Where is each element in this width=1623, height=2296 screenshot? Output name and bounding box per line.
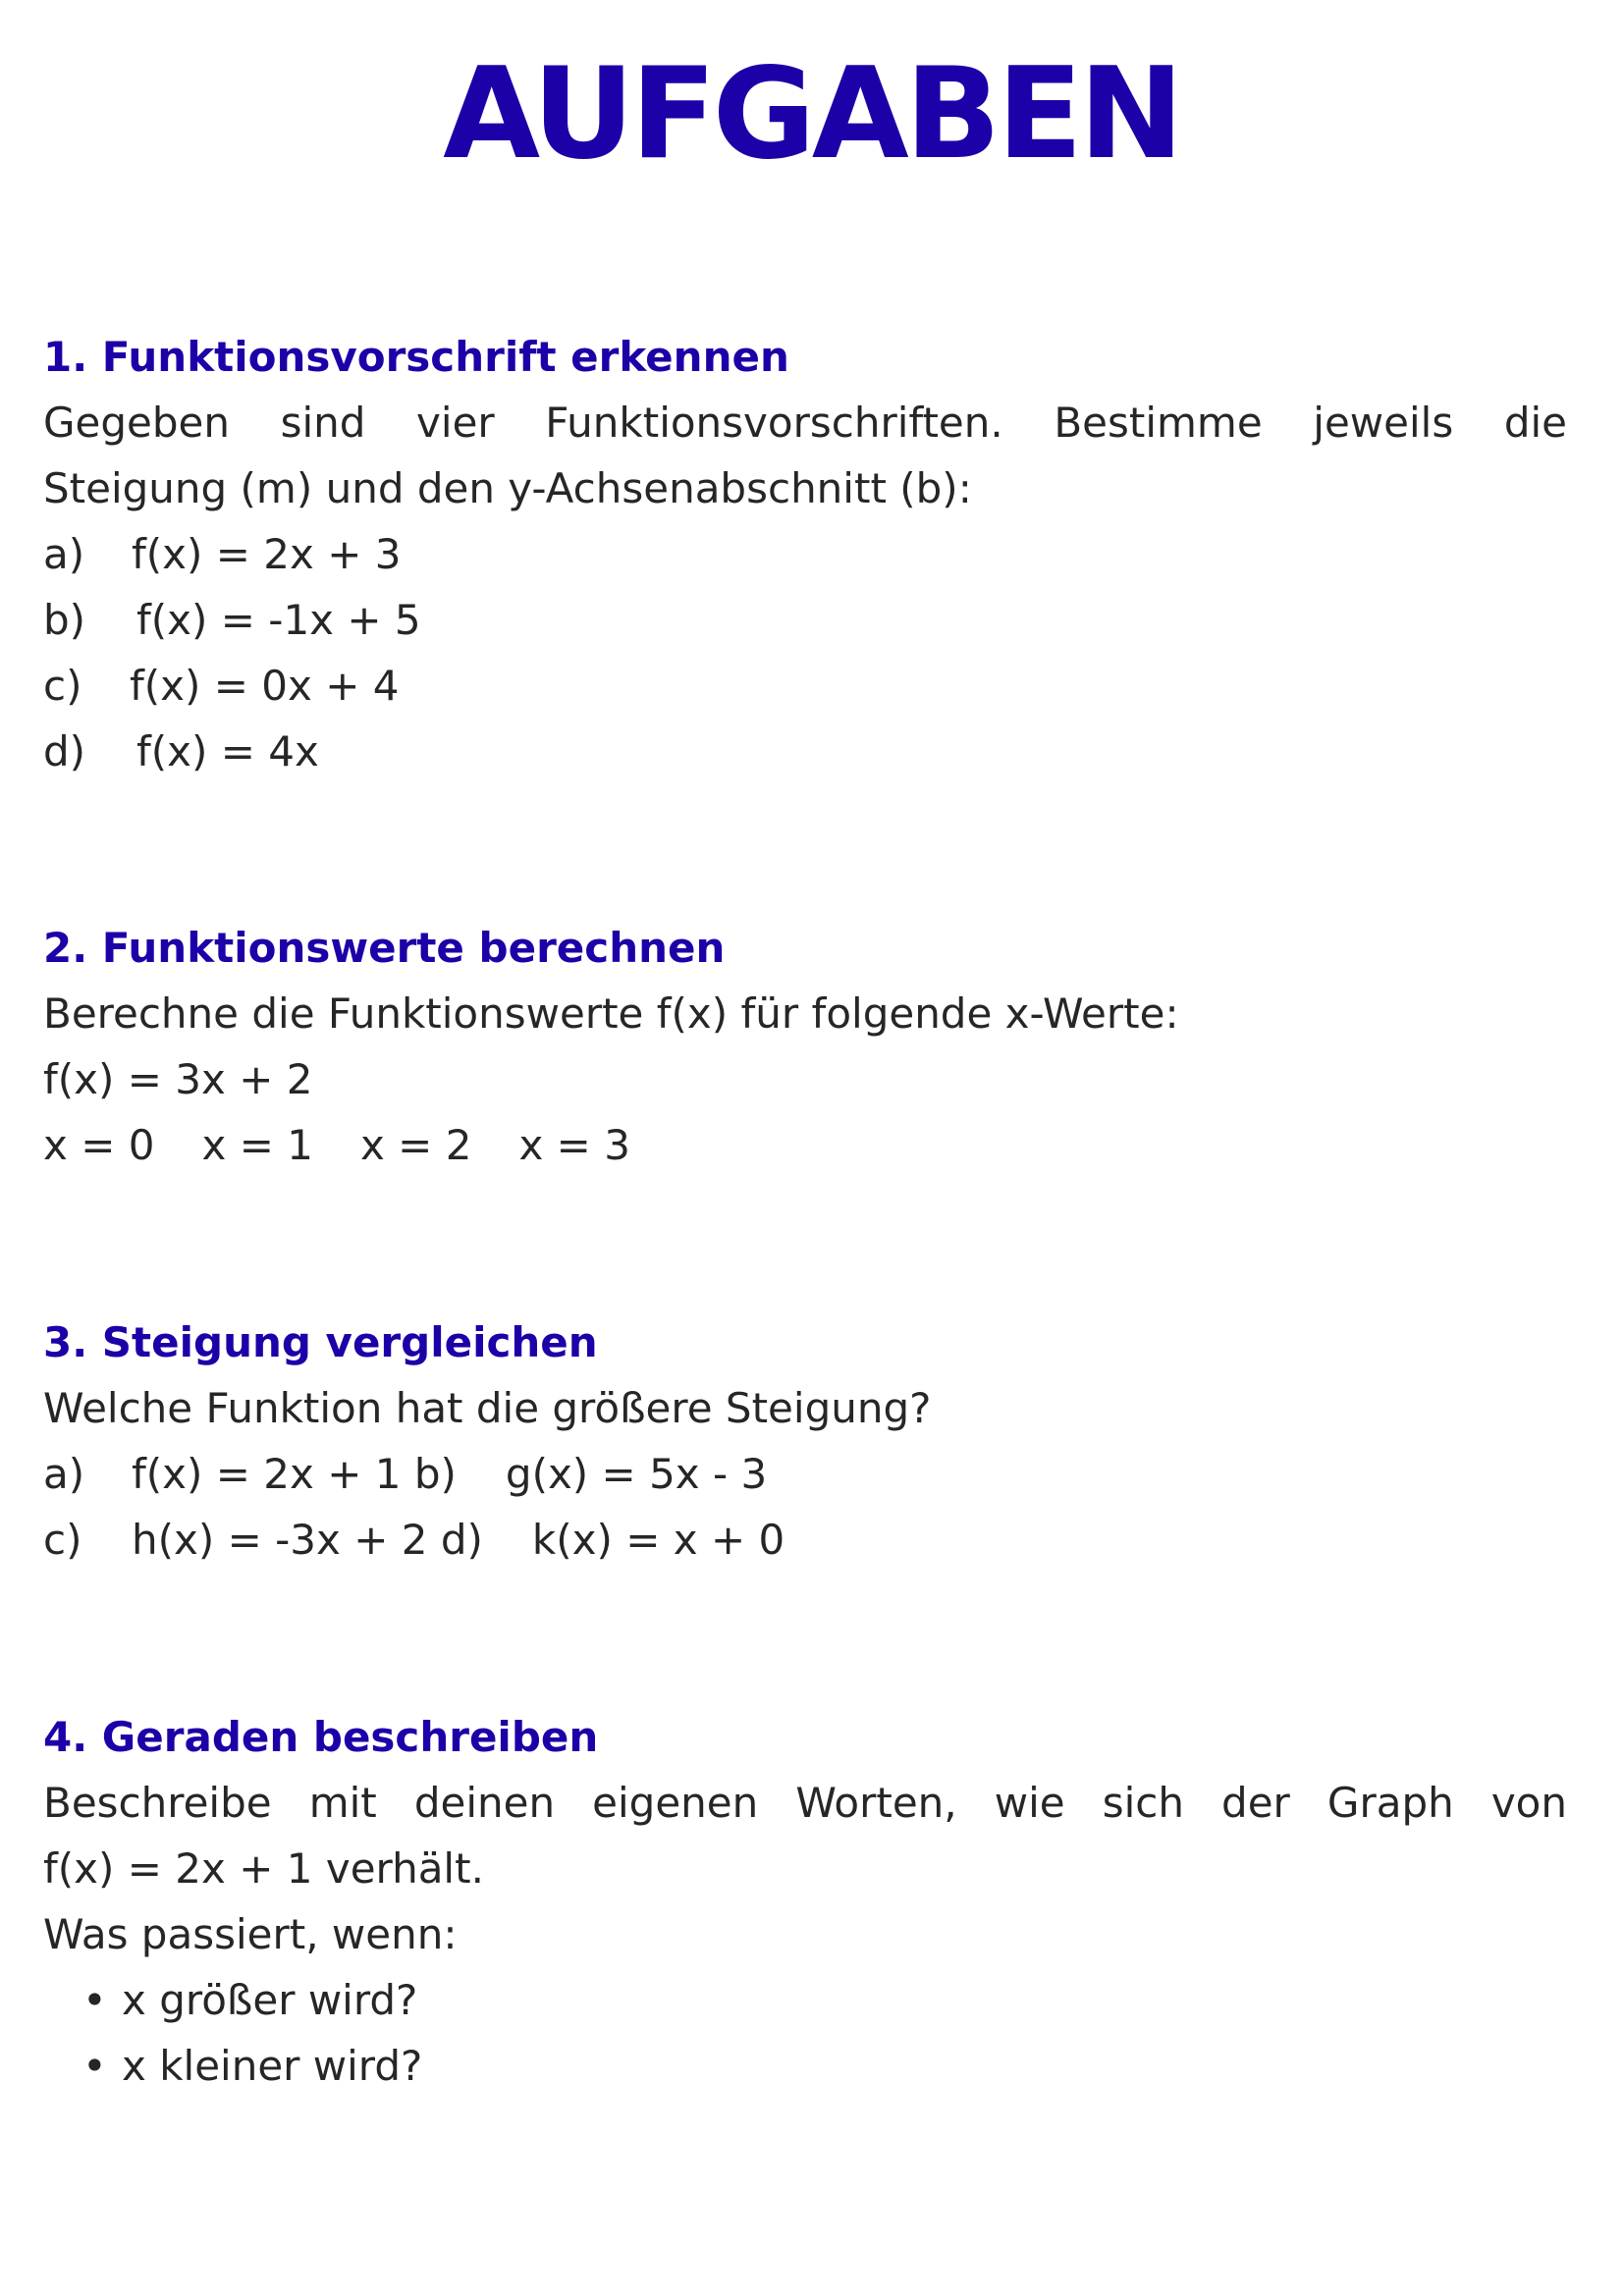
task-2 xyxy=(43,915,1567,1178)
task-2-heading: 2. Funktionswerte berechnen xyxy=(43,924,726,972)
item-letter: c) xyxy=(43,662,82,710)
item-letter: a) xyxy=(43,1450,85,1498)
task-1-intro-line-2: Steigung (m) und den y-Achsenabschnitt (b): xyxy=(43,464,972,512)
item-formula: f(x) = 0x + 4 xyxy=(130,662,400,710)
task-4-heading: 4. Geraden beschreiben xyxy=(43,1713,599,1761)
task-1-item-a xyxy=(43,521,1567,587)
task-1-item-b xyxy=(43,587,1567,653)
task-2-function: f(x) = 3x + 2 xyxy=(43,1055,313,1103)
item-formula: g(x) = 5x - 3 xyxy=(505,1450,768,1498)
x-value: x = 3 xyxy=(518,1121,630,1169)
page-title: AUFGABEN xyxy=(443,41,1180,187)
list-item xyxy=(43,1967,1567,2033)
task-4 xyxy=(43,1704,1567,2099)
task-1-heading: 1. Funktionsvorschrift erkennen xyxy=(43,333,789,381)
item-formula: f(x) = 4x xyxy=(136,727,319,775)
item-letter: b) xyxy=(43,596,86,644)
task-1-intro-line-1: Gegeben sind vier Funktionsvorschriften. Bestimme jeweils die xyxy=(43,399,1567,447)
x-value: x = 1 xyxy=(201,1121,313,1169)
task-4-bullet-list xyxy=(43,1967,1567,2099)
task-2-x-values xyxy=(43,1112,1567,1178)
item-formula: f(x) = -1x + 5 xyxy=(136,596,421,644)
task-1-item-d xyxy=(43,719,1567,784)
task-3 xyxy=(43,1309,1567,1573)
item-letter: d) xyxy=(43,727,86,775)
item-formula: f(x) = 2x + 3 xyxy=(132,530,402,578)
bullet-icon: • xyxy=(82,1976,107,2024)
task-4-intro-line-2: f(x) = 2x + 1 verhält. xyxy=(43,1844,484,1893)
task-3-row-2 xyxy=(43,1507,1567,1573)
task-1 xyxy=(43,324,1567,784)
item-formula: k(x) = x + 0 xyxy=(531,1516,785,1564)
task-3-intro: Welche Funktion hat die größere Steigung? xyxy=(43,1384,932,1432)
x-value: x = 2 xyxy=(359,1121,472,1169)
task-2-intro: Berechne die Funktionswerte f(x) für folgende x-Werte: xyxy=(43,989,1179,1038)
task-3-heading: 3. Steigung vergleichen xyxy=(43,1318,598,1366)
item-letter: c) xyxy=(43,1516,82,1564)
task-4-question: Was passiert, wenn: xyxy=(43,1910,458,1958)
list-item-text: x kleiner wird? xyxy=(122,2042,423,2090)
bullet-icon: • xyxy=(82,2042,107,2090)
task-4-intro-line-1: Beschreibe mit deinen eigenen Worten, wie sich der Graph von xyxy=(43,1779,1567,1827)
task-3-row-1 xyxy=(43,1441,1567,1507)
list-item xyxy=(43,2033,1567,2099)
task-1-item-c xyxy=(43,653,1567,719)
item-letter: a) xyxy=(43,530,85,578)
x-value: x = 0 xyxy=(43,1121,155,1169)
item-formula: f(x) = 2x + 1 b) xyxy=(132,1450,457,1498)
item-formula: h(x) = -3x + 2 d) xyxy=(132,1516,483,1564)
list-item-text: x größer wird? xyxy=(122,1976,418,2024)
